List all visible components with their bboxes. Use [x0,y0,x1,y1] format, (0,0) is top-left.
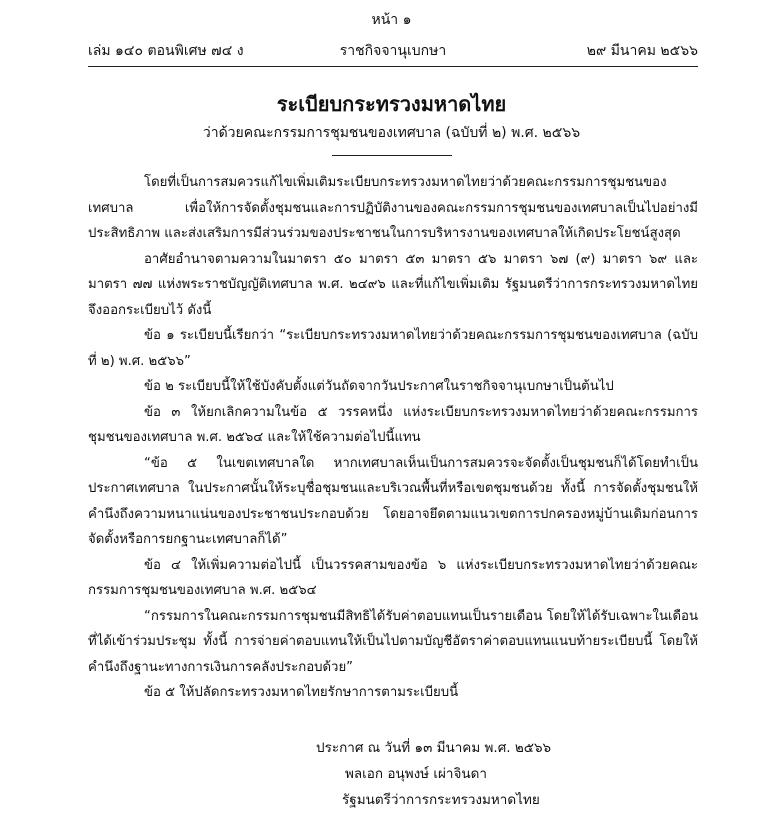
signatory-name: พลเอก อนุพงษ์ เผ่าจินดา [345,766,487,782]
paragraph-clause-3: ข้อ ๓ ให้ยกเลิกความในข้อ ๕ วรรคหนึ่ง แห่งระเบียบกระทรวงมหาดไทยว่าด้วยคณะกรรมการชุมชนของเทศบาล พ.ศ. ๒๕๖๔ และให้ใช้ความต่อไปนี้แทน [88,404,698,445]
paragraph-clause-4-text: “กรรมการในคณะกรรมการชุมชนมีสิทธิได้รับค่าตอบแทนเป็นรายเดือน โดยให้ได้รับเฉพาะในเดือนที่ได้เข้าร่วมประชุม ทั้งนี้ การจ่ายค่าตอบแทนให้เป็นไปตามบัญชีอัตราค่าตอบแทนแนบท้ายระเบียบนี้ โดยให้คำนึงถึงฐานะทางการเงินการคลังประกอบด้วย” [88,608,698,675]
header-divider [88,66,698,67]
paragraph-clause-5: ข้อ ๕ ให้ปลัดกระทรวงมหาดไทยรักษาการตามระเบียบนี้ [144,685,459,700]
paragraph-authority: อาศัยอำนาจตามความในมาตรา ๕๐ มาตรา ๕๓ มาตรา ๕๖ มาตรา ๖๗ (๙) มาตรา ๖๙ และมาตรา ๗๗ แห่งพระราชบัญญัติเทศบาล พ.ศ. ๒๔๙๖ และที่แก้ไขเพิ่มเติม รัฐมนตรีว่าการกระทรวงมหาดไทย จึงออกระเบียบไว้ ดังนี้ [88,251,698,318]
volume-issue: เล่ม ๑๔๐ ตอนพิเศษ ๗๔ ง [88,43,244,59]
gazette-name: ราชกิจจานุเบกษา [339,43,447,59]
document-title: ระเบียบกระทรวงมหาดไทย [276,92,507,116]
paragraph-clause-2: ข้อ ๒ ระเบียบนี้ให้ใช้บังคับตั้งแต่วันถัดจากวันประกาศในราชกิจจานุเบกษาเป็นต้นไป [144,379,614,394]
paragraph-clause-4: ข้อ ๔ ให้เพิ่มความต่อไปนี้ เป็นวรรคสามของข้อ ๖ แห่งระเบียบกระทรวงมหาดไทยว่าด้วยคณะกรรมการชุมชนของเทศบาล พ.ศ. ๒๕๖๔ [88,557,698,598]
publish-date: ๒๙ มีนาคม ๒๕๖๖ [586,43,698,59]
title-divider [332,155,452,156]
paragraph-preamble: โดยที่เป็นการสมควรแก้ไขเพิ่มเติมระเบียบกระทรวงมหาดไทยว่าด้วยคณะกรรมการชุมชนของเทศบาล เพื่อให้การจัดตั้งชุมชนและการปฏิบัติงานของคณะกรรมการชุมชนของเทศบาลเป็นไปอย่างมีประสิทธิภาพ และส่งเสริมการมีส่วนร่วมของประชาชนในการบริหารงานของเทศบาลให้เกิดประโยชน์สูงสุด [88,175,698,241]
document-subtitle: ว่าด้วยคณะกรรมการชุมชนของเทศบาล (ฉบับที่ ๒) พ.ศ. ๒๕๖๖ [202,125,581,141]
page-number: หน้า ๑ [371,12,412,28]
gazette-header [88,40,698,62]
signatory-position: รัฐมนตรีว่าการกระทรวงมหาดไทย [342,792,540,808]
announcement-date: ประกาศ ณ วันที่ ๑๓ มีนาคม พ.ศ. ๒๕๖๖ [316,740,552,756]
document-body [88,170,698,706]
paragraph-clause-1: ข้อ ๑ ระเบียบนี้เรียกว่า “ระเบียบกระทรวงมหาดไทยว่าด้วยคณะกรรมการชุมชนของเทศบาล (ฉบับที่ ๒) พ.ศ. ๒๕๖๖” [88,328,698,369]
paragraph-clause-3-text: “ข้อ ๕ ในเขตเทศบาลใด หากเทศบาลเห็นเป็นการสมควรจะจัดตั้งเป็นชุมชนก็ได้โดยทำเป็นประกาศเทศบาล ในประกาศนั้นให้ระบุชื่อชุมชนและบริเวณพื้นที่หรือเขตชุมชนด้วย ทั้งนี้ การจัดตั้งชุมชนให้คำนึงถึงความหนาแน่นของประชาชนประกอบด้วย โดยอาจยึดตามแนวเขตการปกครองหมู่บ้านเดิมก่อนการจัดตั้งหรือการยกฐานะเทศบาลก็ได้” [88,455,698,547]
